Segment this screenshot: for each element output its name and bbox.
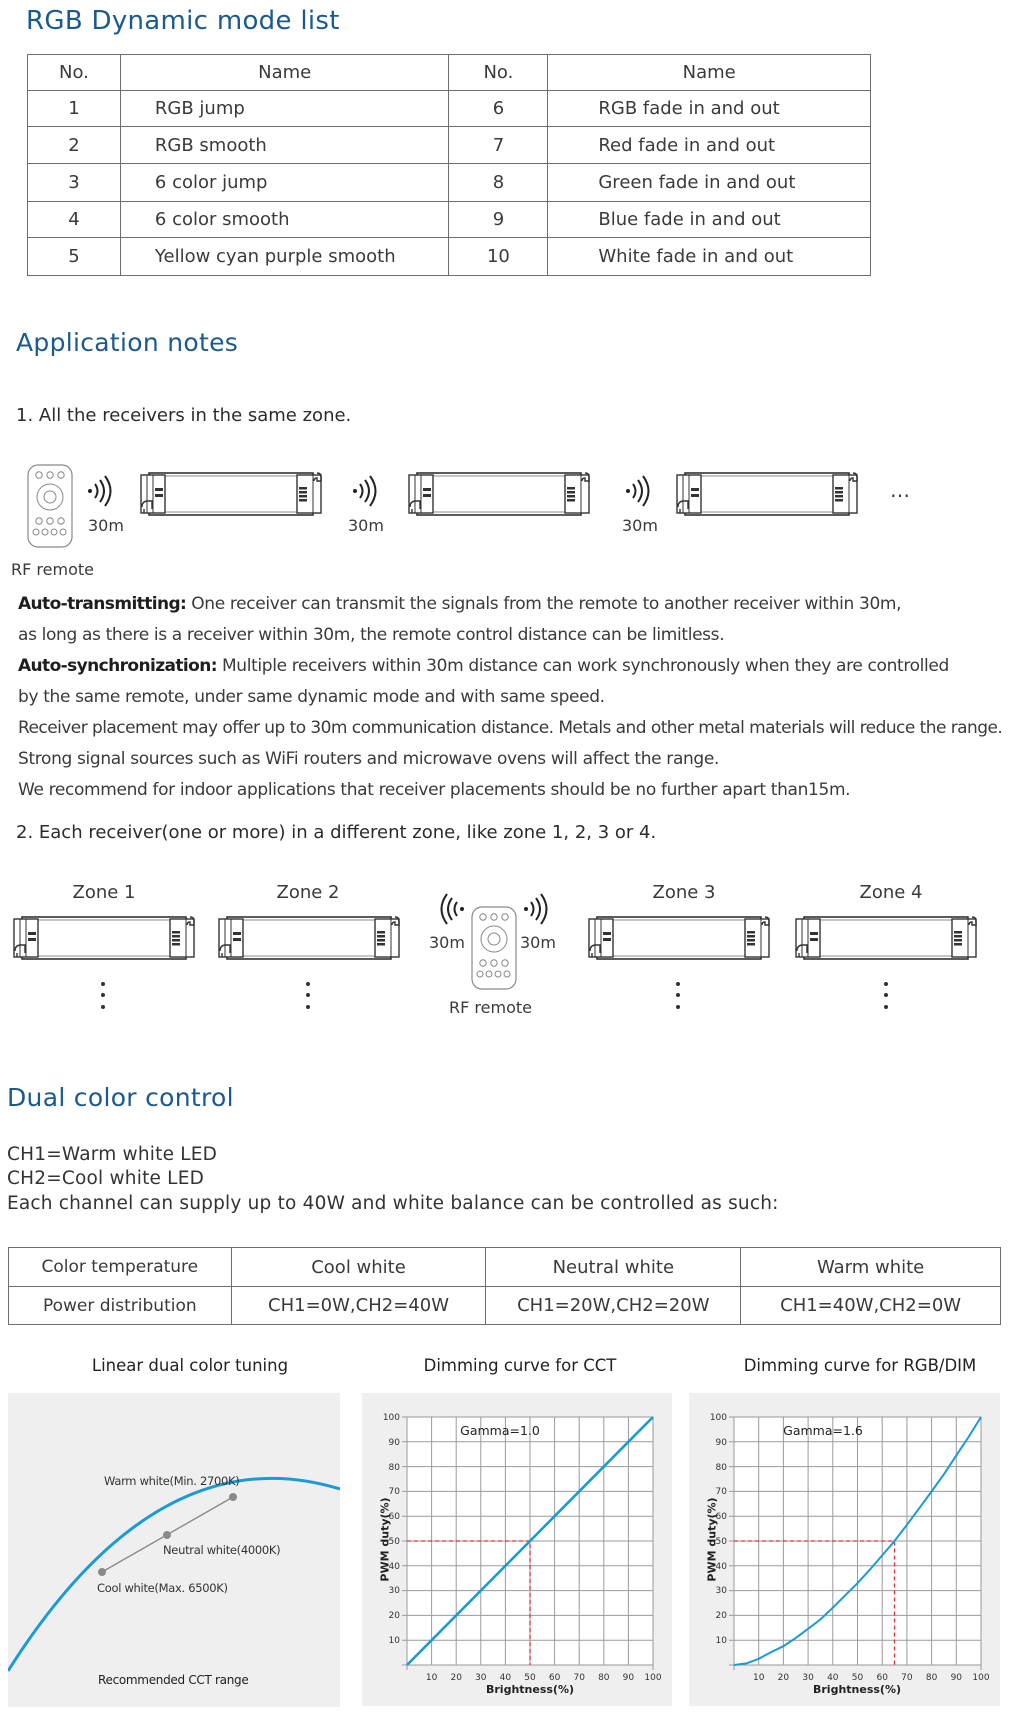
rgb-mode-table (27, 54, 871, 276)
svg-text:100: 100 (644, 1673, 662, 1683)
svg-text:80: 80 (925, 1673, 938, 1683)
svg-text:100: 100 (709, 1413, 727, 1423)
table-row (28, 127, 871, 164)
signal-icon (524, 894, 547, 924)
receiver-icon (589, 917, 769, 959)
svg-text:20: 20 (777, 1673, 790, 1683)
mode-number: 7 (449, 127, 548, 164)
row-label: Power distribution (9, 1287, 232, 1325)
distance-label: 30m (520, 933, 556, 952)
cool-white-annotation: Cool white(Max. 6500K) (97, 1581, 228, 1595)
section1-title: 1. All the receivers in the same zone. (16, 405, 352, 426)
zone-label: Zone 4 (859, 882, 923, 903)
table-cell: Cool white (231, 1248, 486, 1287)
y-axis-label: PWM duty(%) (705, 1497, 719, 1582)
receiver-icon (677, 473, 857, 515)
table-cell: Neutral white (486, 1248, 741, 1287)
mode-name: Yellow cyan purple smooth (120, 238, 449, 276)
mode-name: Red fade in and out (548, 127, 871, 164)
svg-text:40: 40 (715, 1562, 727, 1572)
signal-icon (353, 476, 376, 506)
mode-name: RGB jump (120, 91, 449, 127)
table-row (28, 238, 871, 276)
rgb-dimming-chart (689, 1393, 1000, 1706)
x-axis-label: Brightness(%) (812, 1683, 901, 1696)
svg-text:10: 10 (388, 1636, 400, 1646)
row-label: Color temperature (9, 1248, 232, 1287)
note-line: by the same remote, under same dynamic mode and with same speed. (18, 687, 605, 707)
power-distribution-table (8, 1247, 1001, 1325)
mode-name: White fade in and out (548, 238, 871, 276)
gamma-label: Gamma=1.6 (783, 1423, 863, 1438)
dual-color-heading: Dual color control (7, 1083, 234, 1112)
rf-remote-icon (472, 907, 516, 989)
distance-label: 30m (88, 516, 124, 535)
zone-label: Zone 3 (652, 882, 716, 903)
neutral-white-annotation: Neutral white(4000K) (163, 1543, 281, 1557)
mode-name: 6 color smooth (120, 202, 449, 238)
svg-text:50: 50 (388, 1537, 400, 1547)
zone-label: Zone 2 (276, 882, 340, 903)
svg-text:60: 60 (876, 1673, 888, 1683)
note-line: Receiver placement may offer up to 30m communication distance. Metals and other metal materials will reduce the range. (18, 718, 1003, 738)
table-row (9, 1248, 1001, 1287)
svg-text:100: 100 (382, 1413, 400, 1423)
note-line: as long as there is a receiver within 30m, the remote control distance can be limitless. (18, 625, 725, 645)
svg-text:90: 90 (715, 1438, 727, 1448)
svg-text:20: 20 (450, 1673, 462, 1683)
svg-text:10: 10 (715, 1636, 727, 1646)
svg-text:30: 30 (475, 1673, 487, 1683)
svg-text:30: 30 (802, 1673, 814, 1683)
mode-number: 6 (449, 91, 548, 127)
svg-text:20: 20 (715, 1611, 727, 1621)
table-cell: Warm white (741, 1248, 1001, 1287)
x-axis-label: Brightness(%) (485, 1683, 574, 1696)
svg-text:90: 90 (622, 1673, 635, 1683)
note-line: Strong signal sources such as WiFi routers and microwave ovens will affect the range. (18, 749, 720, 769)
mode-number: 5 (28, 238, 121, 276)
note-line: Auto-transmitting: One receiver can transmit the signals from the remote to another receiver within 30m, (18, 594, 902, 614)
svg-text:90: 90 (388, 1438, 400, 1448)
mode-number: 3 (28, 164, 121, 202)
svg-text:70: 70 (901, 1673, 913, 1683)
signal-icon (442, 894, 465, 924)
signal-icon (88, 476, 111, 506)
header-name-1: Name (120, 55, 449, 91)
signal-icon (626, 476, 649, 506)
chart-title: Linear dual color tuning (91, 1356, 289, 1375)
capacity-line: Each channel can supply up to 40W and white balance can be controlled as such: (7, 1193, 779, 1214)
receiver-icon (141, 473, 321, 515)
mode-number: 1 (28, 91, 121, 127)
svg-text:60: 60 (548, 1673, 561, 1683)
svg-text:50: 50 (715, 1537, 727, 1547)
x-axis-label: Recommended CCT range (98, 1673, 249, 1687)
mode-name: RGB fade in and out (548, 91, 871, 127)
svg-text:70: 70 (388, 1487, 400, 1497)
distance-label: 30m (429, 933, 465, 952)
header-no-2: No. (449, 55, 548, 91)
table-cell: CH1=40W,CH2=0W (741, 1287, 1001, 1325)
mode-number: 2 (28, 127, 121, 164)
svg-text:80: 80 (598, 1673, 610, 1683)
distance-label: 30m (348, 516, 384, 535)
note-line: We recommend for indoor applications that receiver placements should be no further apart than15m. (18, 780, 851, 800)
receiver-icon (796, 917, 976, 959)
rf-remote-label: RF remote (449, 998, 532, 1017)
svg-text:60: 60 (715, 1512, 727, 1522)
rf-remote-label: RF remote (11, 560, 94, 579)
table-row (28, 202, 871, 238)
svg-text:30: 30 (388, 1586, 400, 1596)
distance-label: 30m (622, 516, 658, 535)
svg-text:40: 40 (827, 1673, 839, 1683)
multi-zone-diagram (0, 880, 1016, 1015)
zone-label: Zone 1 (72, 882, 136, 903)
ch2-line: CH2=Cool white LED (7, 1168, 205, 1189)
table-cell: CH1=0W,CH2=40W (231, 1287, 486, 1325)
table-row (28, 164, 871, 202)
note-line: Auto-synchronization: Multiple receivers within 30m distance can work synchronously when they are controlled (18, 656, 949, 676)
mode-name: Blue fade in and out (548, 202, 871, 238)
mode-name: Green fade in and out (548, 164, 871, 202)
mode-number: 9 (449, 202, 548, 238)
header-no-1: No. (28, 55, 121, 91)
same-zone-diagram (0, 455, 1016, 580)
mode-number: 4 (28, 202, 121, 238)
application-notes-heading: Application notes (16, 328, 239, 357)
table-row (28, 91, 871, 127)
svg-text:10: 10 (425, 1673, 438, 1683)
svg-text:70: 70 (573, 1673, 585, 1683)
svg-text:50: 50 (851, 1673, 864, 1683)
y-axis-label: PWM duty(%) (378, 1497, 392, 1582)
cct-tuning-chart (8, 1393, 340, 1707)
more-receivers-ellipsis: … (890, 478, 912, 502)
header-name-2: Name (548, 55, 871, 91)
cct-dimming-chart (362, 1393, 672, 1706)
svg-text:60: 60 (388, 1512, 400, 1522)
rgb-mode-heading: RGB Dynamic mode list (26, 6, 340, 36)
ch1-line: CH1=Warm white LED (7, 1144, 218, 1165)
mode-number: 8 (449, 164, 548, 202)
receiver-icon (14, 917, 194, 959)
mode-name: RGB smooth (120, 127, 449, 164)
table-row (9, 1287, 1001, 1325)
svg-text:10: 10 (752, 1673, 765, 1683)
svg-text:80: 80 (715, 1463, 727, 1473)
receiver-icon (409, 473, 589, 515)
svg-text:70: 70 (715, 1487, 727, 1497)
rf-remote-icon (28, 465, 72, 547)
svg-text:20: 20 (388, 1611, 400, 1621)
mode-name: 6 color jump (120, 164, 449, 202)
svg-text:80: 80 (388, 1463, 400, 1473)
svg-text:100: 100 (972, 1673, 990, 1683)
table-cell: CH1=20W,CH2=20W (486, 1287, 741, 1325)
chart-title: Dimming curve for CCT (423, 1356, 617, 1375)
mode-number: 10 (449, 238, 548, 276)
chart-title: Dimming curve for RGB/DIM (743, 1356, 977, 1375)
table-header-row (28, 55, 871, 91)
svg-text:90: 90 (950, 1673, 963, 1683)
svg-text:50: 50 (524, 1673, 536, 1683)
warm-white-annotation: Warm white(Min. 2700K) (104, 1474, 240, 1488)
svg-text:40: 40 (499, 1673, 512, 1683)
svg-text:40: 40 (388, 1562, 400, 1572)
section2-title: 2. Each receiver(one or more) in a different zone, like zone 1, 2, 3 or 4. (16, 822, 657, 843)
receiver-icon (219, 917, 399, 959)
svg-text:30: 30 (715, 1586, 727, 1596)
gamma-label: Gamma=1.0 (460, 1423, 540, 1438)
